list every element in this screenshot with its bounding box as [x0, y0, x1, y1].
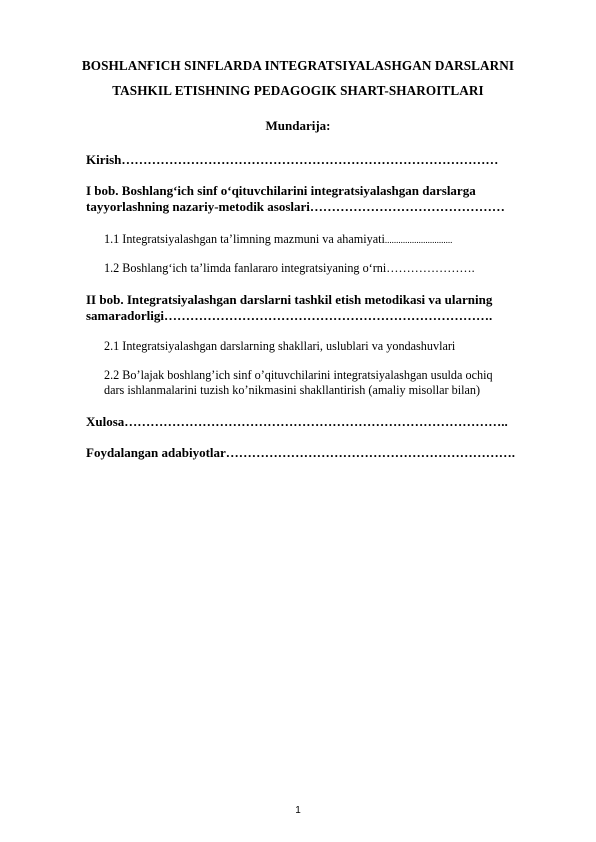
toc-entry-chapter-1-line-2	[86, 199, 505, 215]
toc-entry-chapter-2-line-1: II bob. Integratsiyalashgan darslarni tashkil etish metodikasi va ularning	[86, 292, 493, 307]
toc-entry-section-1-2-label: 1.2 Boshlang‘ich ta’limda fanlararo integratsiyaning o‘rni	[104, 261, 387, 275]
toc-entry-chapter-1-dots: ………………………………………	[309, 199, 505, 214]
toc-entry-references-label: Foydalangan adabiyotlar	[86, 445, 226, 460]
toc-entry-references	[86, 445, 515, 461]
toc-entry-conclusion	[86, 414, 508, 430]
toc-entry-section-2-2-line-1: 2.2 Bo’lajak boshlang’ich sinf o’qituvchilarini integratsiyalashgan usulda ochiq	[104, 368, 493, 382]
toc-entry-chapter-1-line-1: I bob. Boshlang‘ich sinf o‘qituvchilarini integratsiyalashgan darslarga	[86, 183, 476, 198]
toc-entry-chapter-2-dots: ………………………………………………………………….	[164, 308, 493, 323]
toc-entry-section-1-1-dots: ..............................	[384, 235, 453, 245]
toc-entry-references-dots: ………………………………………………………….	[225, 445, 516, 460]
toc-entry-intro	[86, 152, 498, 168]
toc-entry-chapter-1-label: tayyorlashning nazariy-metodik asoslari	[86, 199, 310, 214]
toc-entry-section-1-2-dots: ………………….	[386, 261, 475, 275]
toc-entry-section-1-1-label: 1.1 Integratsiyalashgan ta’limning mazmuni va ahamiyati	[104, 232, 385, 246]
page-number: 1	[295, 805, 301, 816]
toc-entry-intro-label: Kirish	[86, 152, 122, 167]
toc-entry-conclusion-dots: ……………………………………………………………………………..	[124, 414, 508, 429]
toc-entry-intro-dots: ……………………………………………………………………………	[121, 152, 499, 167]
toc-entry-section-1-1	[104, 232, 452, 247]
toc-entry-section-2-2-line-2: dars ishlanmalarini tuzish ko’nikmasini shakllantirish (amaliy misollar bilan)	[104, 383, 481, 397]
contents-heading: Mundarija:	[265, 118, 331, 133]
toc-entry-chapter-2-line-2	[86, 308, 492, 324]
toc-entry-section-1-2	[104, 261, 475, 276]
toc-entry-chapter-2-label: samaradorligi	[86, 308, 164, 323]
document-title-line-1: BOSHLANҒICH SINFLARDA INTEGRATSIYALASHGAN DARSLARNI	[81, 58, 515, 73]
toc-entry-conclusion-label: Xulosa	[86, 414, 125, 429]
document-title-line-2: TASHKIL ETISHNING PEDAGOGIK SHART-SHAROITLARI	[112, 83, 484, 98]
toc-entry-section-2-1: 2.1 Integratsiyalashgan darslarning shakllari, uslublari va yondashuvlari	[104, 339, 456, 353]
